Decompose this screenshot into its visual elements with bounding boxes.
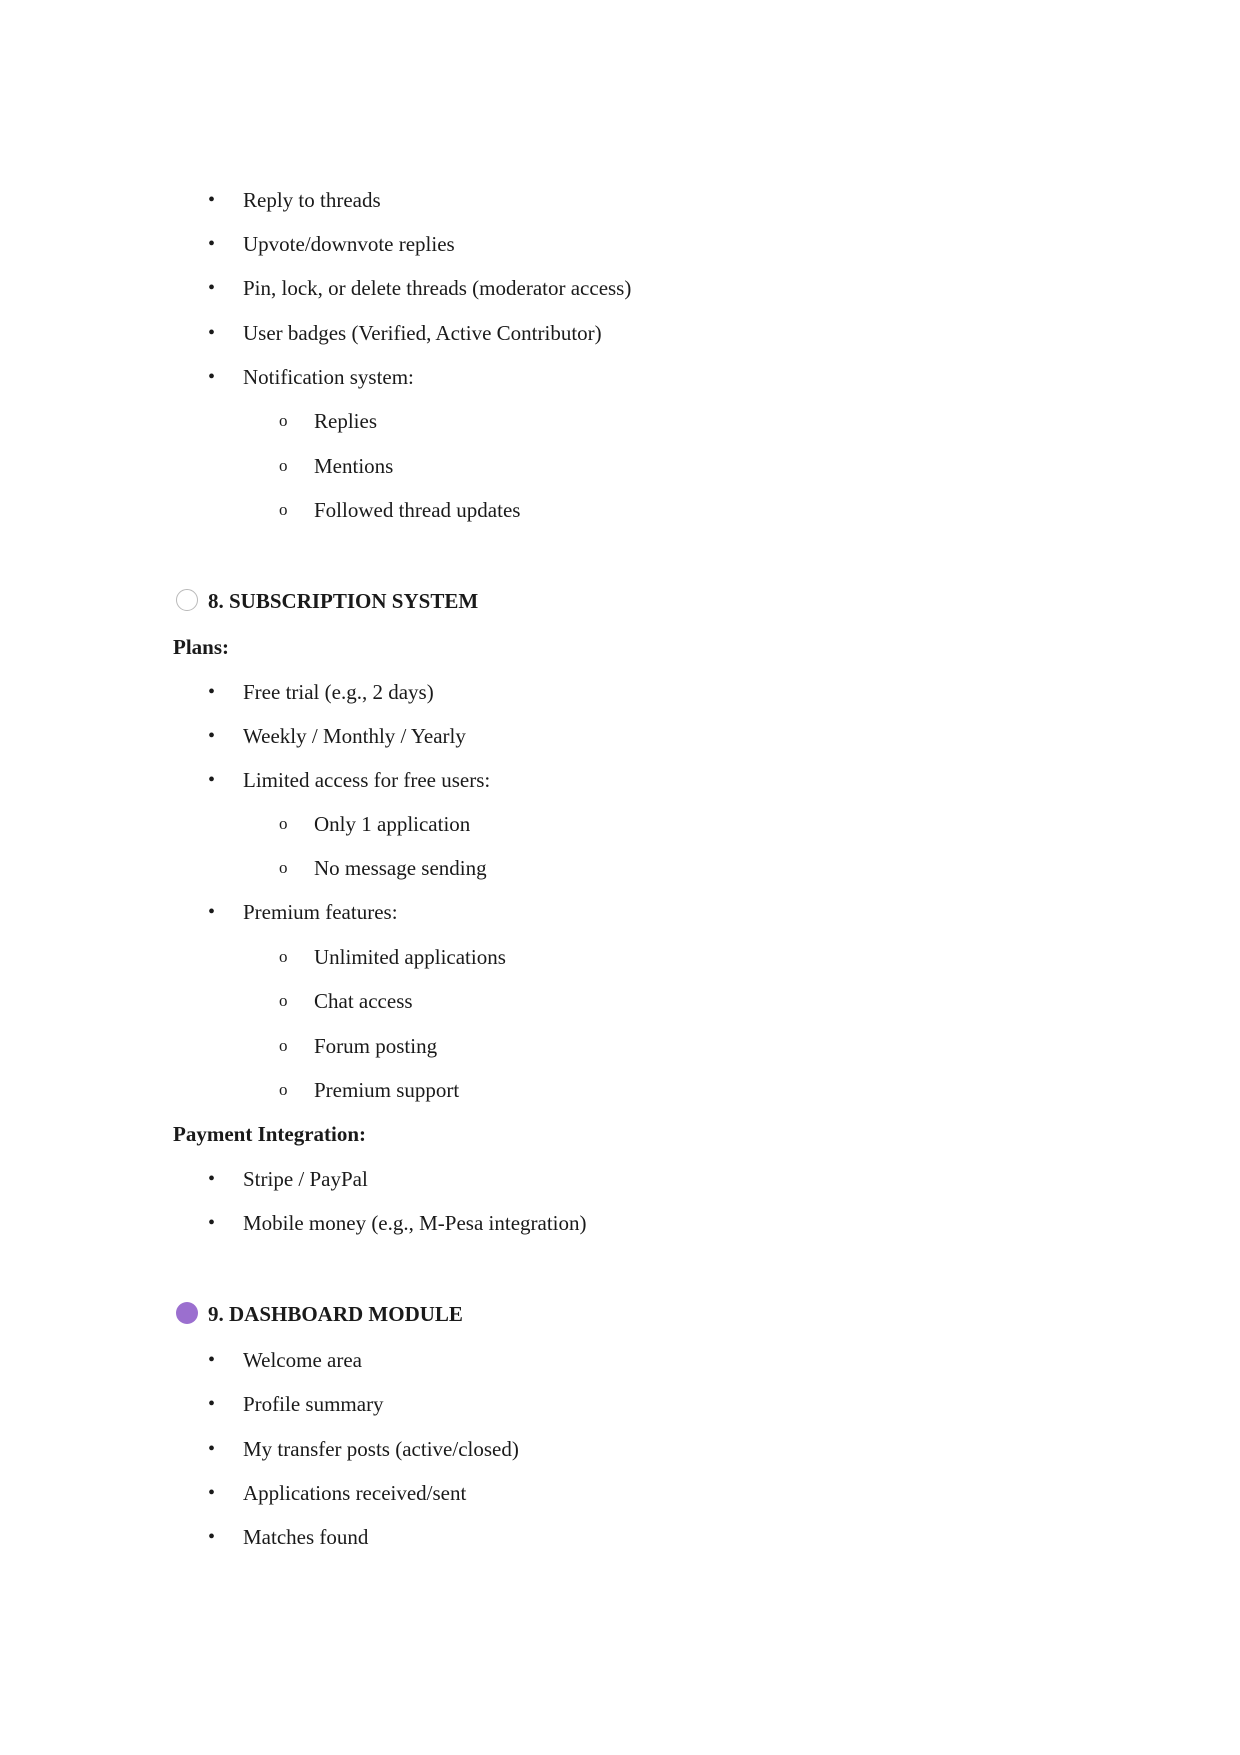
bullet-marker: • (208, 1168, 216, 1190)
bullet-marker: • (208, 901, 216, 923)
list-item-text: Reply to threads (243, 188, 381, 212)
section-8-title: 8. SUBSCRIPTION SYSTEM (208, 589, 479, 613)
bullet-marker: • (208, 725, 216, 747)
white-circle-icon (176, 589, 198, 611)
bullet-marker: • (208, 1349, 216, 1371)
plans-label: Plans: (173, 635, 230, 659)
list-item-text: Applications received/sent (243, 1481, 467, 1505)
list-item-text: Welcome area (243, 1348, 362, 1372)
list-item-text: Notification system: (243, 365, 414, 389)
list-item-text: Stripe / PayPal (243, 1167, 368, 1191)
sub-bullet-marker: o (279, 858, 288, 877)
sub-bullet-marker: o (279, 1036, 288, 1055)
purple-circle-icon (176, 1302, 198, 1324)
list-item-text: User badges (Verified, Active Contributor) (243, 321, 602, 345)
sub-list-item-text: Forum posting (314, 1034, 438, 1058)
sub-bullet-marker: o (279, 947, 288, 966)
list-item-text: Matches found (243, 1525, 369, 1549)
bullet-marker: • (208, 769, 216, 791)
list-item-text: Upvote/downvote replies (243, 232, 455, 256)
list-item-text: Premium features: (243, 900, 398, 924)
bullet-marker: • (208, 1212, 216, 1234)
list-item-text: Weekly / Monthly / Yearly (243, 724, 466, 748)
payment-integration-label: Payment Integration: (173, 1122, 367, 1146)
sub-list-item-text: Chat access (314, 989, 413, 1013)
list-item-text: Pin, lock, or delete threads (moderator access) (243, 276, 632, 300)
sub-list-item-text: Followed thread updates (314, 498, 521, 522)
list-item-text: Mobile money (e.g., M-Pesa integration) (243, 1211, 587, 1235)
list-item-text: Free trial (e.g., 2 days) (243, 680, 434, 704)
sub-list-item-text: Mentions (314, 454, 394, 478)
bullet-marker: • (208, 366, 216, 388)
list-item-text: My transfer posts (active/closed) (243, 1437, 519, 1461)
bullet-marker: • (208, 1482, 216, 1504)
sub-list-item-text: Only 1 application (314, 812, 471, 836)
bullet-marker: • (208, 681, 216, 703)
section-9-title: 9. DASHBOARD MODULE (208, 1302, 463, 1326)
bullet-marker: • (208, 277, 216, 299)
sub-bullet-marker: o (279, 456, 288, 475)
sub-list-item-text: Replies (314, 409, 377, 433)
sub-bullet-marker: o (279, 1080, 288, 1099)
sub-bullet-marker: o (279, 500, 288, 519)
sub-bullet-marker: o (279, 814, 288, 833)
sub-list-item-text: No message sending (314, 856, 487, 880)
sub-bullet-marker: o (279, 991, 288, 1010)
list-item-text: Profile summary (243, 1392, 384, 1416)
bullet-marker: • (208, 189, 216, 211)
sub-list-item-text: Unlimited applications (314, 945, 506, 969)
list-item-text: Limited access for free users: (243, 768, 491, 792)
bullet-marker: • (208, 1393, 216, 1415)
sub-list-item-text: Premium support (314, 1078, 460, 1102)
bullet-marker: • (208, 1438, 216, 1460)
bullet-marker: • (208, 1526, 216, 1548)
bullet-marker: • (208, 322, 216, 344)
sub-bullet-marker: o (279, 411, 288, 430)
bullet-marker: • (208, 233, 216, 255)
